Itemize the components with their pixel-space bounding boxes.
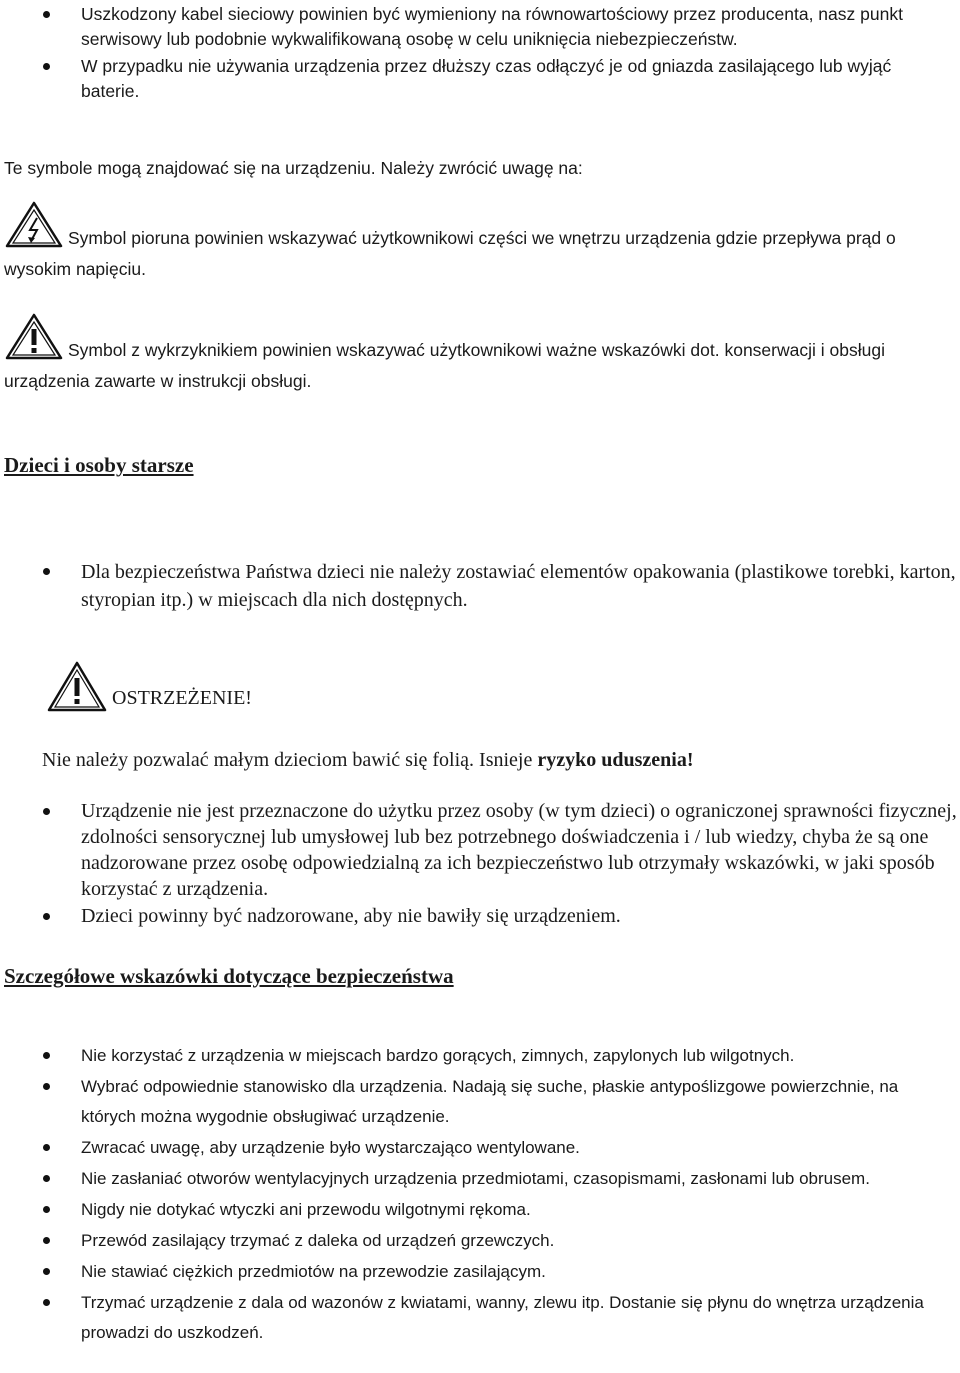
lightning-symbol-text: Symbol pioruna powinien wskazywać użytkownikowi części we wnętrzu urządzenia gdzie przepływa prąd o wysokim napięciu. — [4, 228, 896, 279]
exclamation-warning-icon — [4, 312, 64, 362]
list-item: Nie stawiać ciężkich przedmiotów na przewodzie zasilającym. — [0, 1257, 960, 1287]
exclamation-symbol-text: Symbol z wykrzyknikiem powinien wskazywać użytkownikowi ważne wskazówki dot. konserwacji i obsługi urządzenia zawarte w instrukcji obsługi. — [4, 340, 885, 391]
top-bullet-list — [0, 2, 960, 106]
exclamation-warning-icon — [46, 660, 108, 714]
list-item: Nie zasłaniać otworów wentylacyjnych urządzenia przedmiotami, czasopismami, zasłonami lub obrusem. — [0, 1164, 960, 1194]
list-item: Trzymać urządzenie z dala od wazonów z kwiatami, wanny, zlewu itp. Dostanie się płynu do wnętrza urządzenia prowadzi do uszkodzeń. — [0, 1288, 960, 1348]
list-item: Urządzenie nie jest przeznaczone do użytku przez osoby (w tym dzieci) o ograniczonej sprawności fizycznej, zdolności sensorycznej lub umysłowej lub bez potrzebnego doświadczenia i / lub wiedzy, chyba że są one nadzorowane przez osobę odpowiedzialną za ich bezpieczeństwo lub otrzymały wskazówki, w jaki sposób korzystać z urządzenia. — [0, 798, 960, 902]
warning-text-emphasis: ryzyko uduszenia! — [537, 749, 694, 771]
section-heading-safety: Szczegółowe wskazówki dotyczące bezpieczeństwa — [4, 964, 454, 988]
list-item: Dzieci powinny być nadzorowane, aby nie bawiły się urządzeniem. — [0, 903, 960, 929]
warning-label: OSTRZEŻENIE! — [112, 687, 252, 709]
warning-text — [42, 746, 693, 774]
safety-bullet-list — [0, 1041, 960, 1349]
list-item: Dla bezpieczeństwa Państwa dzieci nie należy zostawiać elementów opakowania (plastikowe torebki, karton, styropian itp.) w miejscach dla nich dostępnych. — [0, 558, 960, 614]
lightning-symbol-paragraph — [4, 200, 952, 285]
warning-block — [46, 660, 252, 714]
warning-text-plain: Nie należy pozwalać małym dzieciom bawić się folią. Isnieje — [42, 749, 538, 771]
children-bullet-list-2 — [0, 798, 960, 930]
list-item: Wybrać odpowiednie stanowisko dla urządzenia. Nadają się suche, płaskie antypoślizgowe powierzchnie, na których można wygodnie obsługiwać urządzenie. — [0, 1072, 960, 1132]
list-item: Zwracać uwagę, aby urządzenie było wystarczająco wentylowane. — [0, 1133, 960, 1163]
children-bullet-list — [0, 558, 960, 614]
list-item: Przewód zasilający trzymać z daleka od urządzeń grzewczych. — [0, 1226, 960, 1256]
section-heading-children: Dzieci i osoby starsze — [4, 453, 194, 477]
list-item: Uszkodzony kabel sieciowy powinien być wymieniony na równowartościowy przez producenta, nasz punkt serwisowy lub podobnie wykwalifikowaną osobę w celu uniknięcia niebezpieczeństw. — [0, 2, 960, 52]
exclamation-symbol-paragraph — [4, 312, 952, 397]
lightning-warning-icon — [4, 200, 64, 250]
symbols-intro: Te symbole mogą znajdować się na urządzeniu. Należy zwrócić uwagę na: — [4, 158, 583, 178]
list-item: Nie korzystać z urządzenia w miejscach bardzo gorących, zimnych, zapylonych lub wilgotnych. — [0, 1041, 960, 1071]
list-item: W przypadku nie używania urządzenia przez dłuższy czas odłączyć je od gniazda zasilającego lub wyjąć baterie. — [0, 54, 960, 104]
list-item: Nigdy nie dotykać wtyczki ani przewodu wilgotnymi rękoma. — [0, 1195, 960, 1225]
